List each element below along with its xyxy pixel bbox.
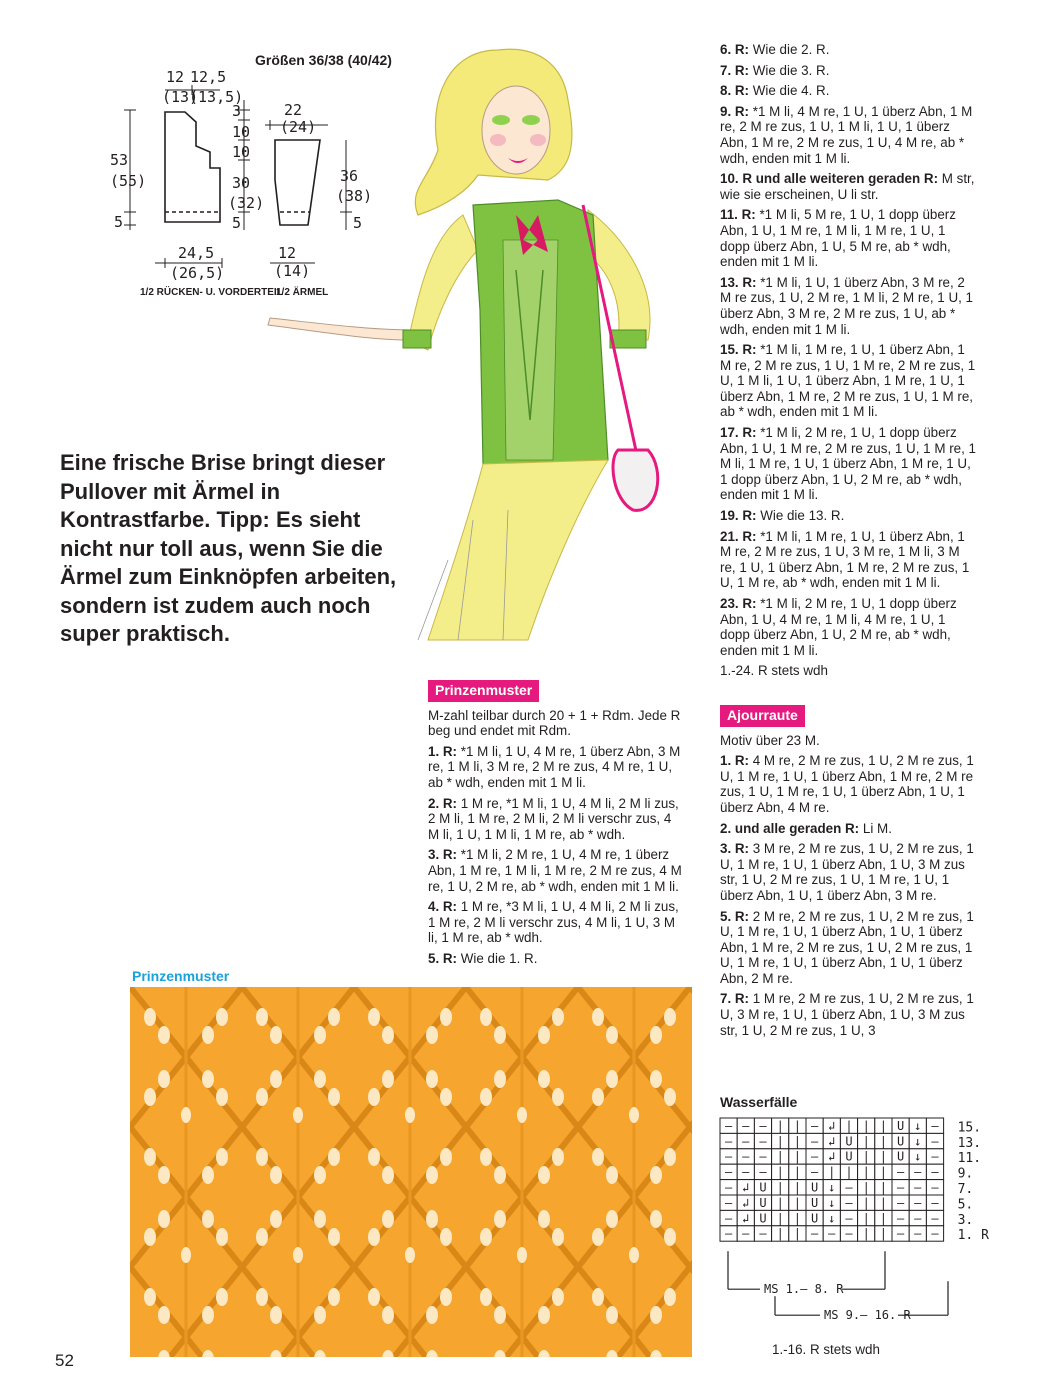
chart-symbol: –	[810, 1149, 819, 1164]
chart-symbol: U	[845, 1134, 853, 1149]
chart-symbol: –	[914, 1180, 922, 1195]
chart-symbol: –	[931, 1134, 939, 1149]
chart-symbol: |	[862, 1211, 870, 1226]
chart-row-label: 9.	[957, 1166, 974, 1182]
prinzenmuster-badge: Prinzenmuster	[428, 680, 539, 702]
instruction-row: 8. R: Wie die 4. R.	[720, 83, 830, 99]
photo-label: Prinzenmuster	[132, 968, 230, 984]
chart-row-label: 7.	[957, 1182, 974, 1197]
prinzenmuster-section	[428, 680, 683, 972]
dim-10a: 10	[232, 123, 251, 141]
chart-symbol: ↲	[742, 1180, 750, 1195]
dim-sleeve-bottom: 12	[278, 244, 297, 262]
dim-sleeve-top: 22	[284, 101, 303, 119]
chart-symbol: |	[793, 1211, 802, 1226]
chart-symbol: –	[914, 1165, 922, 1180]
chart-symbol: U	[896, 1149, 905, 1164]
chart-symbol: |	[879, 1149, 888, 1164]
chart-symbol: ↓	[914, 1118, 922, 1133]
chart-symbol: ↲	[828, 1149, 836, 1164]
chart-symbol: –	[724, 1211, 733, 1226]
chart-symbol: –	[896, 1180, 905, 1195]
chart-row-label: 13.	[957, 1135, 982, 1151]
chart-symbol: –	[931, 1118, 939, 1133]
dim-bottom-alt: (26,5)	[170, 264, 225, 282]
chart-symbol: |	[793, 1165, 802, 1180]
chart-symbol: |	[793, 1180, 802, 1195]
chart-symbol: |	[862, 1195, 870, 1210]
chart-symbol: U	[896, 1118, 905, 1133]
instruction-row: 1. R: *1 M li, 1 U, 4 M re, 1 überz Abn, 3 M re, 1 M li, 3 M re, 2 M re zus, 4 M re, 1 U, ab * wdh, enden mit 1 M li.	[428, 743, 681, 790]
chart-symbol: –	[724, 1226, 733, 1241]
instruction-row: 5. R: Wie die 1. R.	[428, 950, 538, 966]
chart-symbol: –	[914, 1226, 922, 1241]
chart-symbol: –	[810, 1226, 819, 1241]
dim-10b: 10	[232, 143, 251, 161]
chart-symbol: –	[742, 1165, 750, 1180]
chart-symbol: ↲	[742, 1211, 750, 1226]
chart-symbol: |	[879, 1211, 888, 1226]
chart-symbol: |	[879, 1195, 888, 1210]
dim-sleeve-top-alt: (24)	[280, 118, 317, 136]
instruction-row: 7. R: Wie die 3. R.	[720, 62, 830, 78]
instruction-row: 4. R: 1 M re, *3 M li, 1 U, 4 M li, 2 M li zus, 1 M re, 2 M li verschr zus, 4 M li, 1 U, 3 M li, 1 M re, ab * wdh.	[428, 899, 679, 946]
chart-row-label: 3.	[957, 1212, 974, 1228]
chart-symbol: |	[828, 1165, 836, 1180]
chart-row-label: 5.	[957, 1197, 974, 1213]
chart-symbol: –	[724, 1149, 733, 1164]
dim-sleeve-rib: 5	[353, 214, 363, 232]
chart-symbol: –	[759, 1226, 767, 1241]
chart-symbol: |	[776, 1165, 784, 1180]
chart-symbol: ↓	[828, 1195, 836, 1210]
chart-symbol: U	[759, 1195, 767, 1210]
chart-symbol: –	[724, 1134, 733, 1149]
dim-rib: 5	[114, 213, 124, 231]
chart-symbol: –	[742, 1149, 750, 1164]
intro-text: Eine frische Brise bringt dieser Pullover mit Ärmel in Kontrastfarbe. Tipp: Es sieht nicht nur toll aus, wenn Sie die Ärmel zum Einknöpfen arbeiten, sondern ist zudem auch noch super praktisch.	[60, 450, 397, 646]
chart-symbol: |	[845, 1118, 853, 1133]
chart-symbol: –	[810, 1134, 819, 1149]
chart-symbol: –	[931, 1226, 939, 1241]
chart-symbol: –	[896, 1165, 905, 1180]
instruction-row: 15. R: *1 M li, 1 M re, 1 U, 1 überz Abn, 1 M re, 2 M re zus, 1 U, 1 M re, 2 M re zus, 1 U, 1 M li, 1 U, 1 überz Abn, 1 M re, 1 U, 1 überz Abn, 1 M re, 2 M re zus, 1 U, 1 M re, ab * wdh, enden mit 1 M li.	[720, 342, 976, 420]
dim-front-top-alt: (13,5)	[189, 88, 244, 106]
chart-symbol: |	[845, 1165, 853, 1180]
chart-symbol: –	[845, 1211, 853, 1226]
ms-label-2: MS 9.– 16. R	[824, 1308, 911, 1323]
chart-symbol: U	[759, 1180, 767, 1195]
dim-bottom: 24,5	[178, 244, 215, 262]
instruction-row: 3. R: 3 M re, 2 M re zus, 1 U, 2 M re zus, 1 U, 1 M re, 1 U, 1 überz Abn, 1 U, 3 M zus str, 1 U, 2 M re zus, 1 U, 1 M re, 1 U, 1 überz Abn, 1 U, 1 überz Abn, 3 M re.	[720, 841, 974, 903]
chart-symbol: –	[759, 1165, 767, 1180]
chart-symbol: –	[759, 1149, 767, 1164]
chart-symbol: –	[931, 1180, 939, 1195]
chart-symbol: –	[742, 1118, 750, 1133]
chart-symbol: –	[896, 1211, 905, 1226]
chart-symbol: |	[862, 1134, 870, 1149]
chart-symbol: |	[862, 1180, 870, 1195]
chart-row-label: 1. R	[957, 1228, 989, 1244]
dim-32: (32)	[228, 194, 265, 212]
chart-title: Wasserfälle	[720, 1094, 798, 1110]
chart-symbol: –	[931, 1211, 939, 1226]
chart-symbol: –	[742, 1226, 750, 1241]
chart-symbol: |	[793, 1195, 802, 1210]
dim-side-height: 53	[110, 151, 129, 169]
knitting-chart	[718, 1112, 993, 1362]
chart-symbol: |	[793, 1134, 802, 1149]
instruction-row: 3. R: *1 M li, 2 M re, 1 U, 4 M re, 1 überz Abn, 1 M re, 1 M li, 1 M re, 2 M re zus, 4 M re, 1 U, 2 M re, ab * wdh, enden mit 1 M li.	[428, 847, 682, 894]
chart-symbol: |	[879, 1180, 888, 1195]
chart-symbol: ↓	[828, 1211, 836, 1226]
chart-symbol: –	[914, 1211, 922, 1226]
chart-symbol: –	[845, 1180, 853, 1195]
chart-symbol: U	[896, 1134, 905, 1149]
chart-symbol: –	[759, 1134, 767, 1149]
chart-symbol: U	[759, 1211, 767, 1226]
chart-symbol: ↲	[742, 1195, 750, 1210]
chart-symbol: –	[896, 1226, 905, 1241]
chart-row-label: 11.	[957, 1151, 982, 1167]
chart-symbol: ↓	[914, 1149, 922, 1164]
dim-back-top-alt: (13)	[162, 88, 199, 106]
ajourraute-intro: Motiv über 23 M.	[720, 732, 820, 748]
dim-side-height-alt: (55)	[110, 172, 147, 190]
instruction-row: 23. R: *1 M li, 2 M re, 1 U, 1 dopp überz Abn, 1 U, 4 M re, 1 M li, 4 M re, 1 U, 1 dopp überz Abn, 1 U, 2 M re, ab * wdh, enden mit 1 M li.	[720, 596, 957, 658]
chart-symbol: –	[724, 1180, 733, 1195]
chart-repeat-note: 1.-16. R stets wdh	[772, 1342, 880, 1357]
chart-symbol: |	[879, 1134, 888, 1149]
instruction-row: 9. R: *1 M li, 4 M re, 1 U, 1 überz Abn, 1 M re, 2 M re zus, 1 U, 1 M li, 1 U, 1 überz Abn, 1 M re, 2 M re zus, 1 U, 4 M re, ab * wdh, enden mit 1 M li.	[720, 103, 973, 166]
chart-symbol: –	[810, 1165, 819, 1180]
chart-symbol: –	[845, 1226, 853, 1241]
repeat-note: 1.-24. R stets wdh	[720, 663, 828, 679]
instruction-row: 17. R: *1 M li, 2 M re, 1 U, 1 dopp überz Abn, 1 U, 1 M re, 2 M re zus, 1 U, 1 M re, 1 M li, 1 M re, 1 U, 1 überz Abn, 1 M re, 1 U, 1 dopp überz Abn, 1 U, 2 M re, ab * wdh, enden mit 1 M li.	[720, 425, 976, 503]
dim-5b: 5	[232, 214, 242, 232]
dim-sleeve-len: 36	[340, 167, 359, 185]
chart-symbol: U	[810, 1195, 819, 1210]
dim-sleeve-len-alt: (38)	[336, 187, 373, 205]
instruction-row: 19. R: Wie die 13. R.	[720, 508, 845, 524]
chart-symbol: –	[931, 1165, 939, 1180]
chart-symbol: –	[759, 1118, 767, 1133]
chart-symbol: –	[896, 1195, 905, 1210]
chart-symbol: –	[742, 1134, 750, 1149]
dim-3: 3	[232, 102, 242, 120]
chart-symbol: |	[776, 1118, 784, 1133]
instruction-row: 2. und alle geraden R: Li M.	[720, 820, 892, 836]
instruction-row: 13. R: *1 M li, 1 U, 1 überz Abn, 3 M re, 2 M re zus, 1 U, 2 M re, 1 M li, 2 M re, 1 U, 1 überz Abn, 3 M re, 2 M re zus, 1 U, ab * wdh, enden mit 1 M li.	[720, 274, 973, 337]
instruction-row: 21. R: *1 M li, 1 M re, 1 U, 1 überz Abn, 1 M re, 2 M re zus, 1 U, 3 M re, 1 M li, 3 M re, 1 U, 1 überz Abn, 1 M re, 2 M re zus, 1 U, 1 M re, ab * wdh, enden mit 1 M li.	[720, 528, 970, 591]
instruction-row: 10. R und alle weiteren geraden R: M str, wie sie erscheinen, U li str.	[720, 171, 975, 202]
chart-symbol: |	[776, 1134, 784, 1149]
instruction-row: 11. R: *1 M li, 5 M re, 1 U, 1 dopp überz Abn, 1 U, 1 M re, 1 M li, 1 M re, 1 U, 1 dopp überz Abn, 1 U, 5 M re, ab * wdh, enden mit 1 M li.	[720, 207, 956, 270]
right-column	[720, 42, 978, 1043]
chart-symbol: U	[810, 1180, 819, 1195]
instruction-row: 1. R: 4 M re, 2 M re zus, 1 U, 2 M re zus, 1 U, 1 M re, 1 U, 1 überz Abn, 1 M re, 2 M re zus, 1 U, 1 M re, 1 U, 1 überz Abn, 1 U, 1 überz Abn, 4 M re.	[720, 753, 974, 815]
ajourraute-badge: Ajourraute	[720, 705, 805, 727]
chart-symbol: |	[862, 1118, 870, 1133]
chart-symbol: |	[862, 1226, 870, 1241]
instruction-row: 5. R: 2 M re, 2 M re zus, 1 U, 2 M re zus, 1 U, 1 M re, 1 U, 1 überz Abn, 1 U, 1 überz Abn, 1 M re, 2 M re zus, 1 U, 2 M re zus, 1 U, 1 M re, 1 U, 1 überz Abn, 1 U, 1 überz Abn, 2 M re.	[720, 908, 974, 986]
dim-sleeve-bottom-alt: (14)	[274, 262, 311, 280]
chart-symbol: |	[776, 1195, 784, 1210]
dim-30: 30	[232, 174, 251, 192]
chart-symbol: –	[810, 1118, 819, 1133]
chart-symbol: U	[810, 1211, 819, 1226]
chart-symbol: –	[845, 1195, 853, 1210]
chart-symbol: |	[793, 1149, 802, 1164]
instruction-row: 6. R: Wie die 2. R.	[720, 42, 830, 57]
chart-symbol: |	[776, 1226, 784, 1241]
chart-symbol: ↲	[828, 1134, 836, 1149]
chart-symbol: |	[879, 1226, 888, 1241]
sizes-title: Größen 36/38 (40/42)	[255, 52, 392, 68]
chart-symbol: |	[879, 1165, 888, 1180]
chart-symbol: U	[845, 1149, 853, 1164]
chart-symbol: |	[776, 1211, 784, 1226]
chart-symbol: –	[931, 1149, 939, 1164]
chart-symbol: –	[931, 1195, 939, 1210]
chart-symbol: |	[879, 1118, 888, 1133]
instruction-row: 7. R: 1 M re, 2 M re zus, 1 U, 2 M re zus, 1 U, 3 M re, 1 U, 1 überz Abn, 1 U, 3 M zus str, 1 U, 2 M re zus, 1 U, 3	[720, 991, 974, 1038]
chart-symbol: ↓	[828, 1180, 836, 1195]
dim-front-top: 12,5	[190, 68, 227, 86]
chart-symbol: |	[862, 1165, 870, 1180]
chart-symbol: –	[724, 1195, 733, 1210]
chart-symbol: –	[828, 1226, 836, 1241]
chart-symbol: ↲	[828, 1118, 836, 1133]
chart-symbol: |	[793, 1226, 802, 1241]
chart-symbol: ↓	[914, 1134, 922, 1149]
chart-symbol: –	[724, 1165, 733, 1180]
page-number: 52	[55, 1351, 74, 1370]
chart-symbol: –	[914, 1195, 922, 1210]
chart-symbol: |	[776, 1149, 784, 1164]
chart-symbol: |	[862, 1149, 870, 1164]
chart-symbol: |	[776, 1180, 784, 1195]
ms-label-1: MS 1.– 8. R	[764, 1282, 844, 1297]
caption-sleeve: 1/2 ÄRMEL	[276, 287, 329, 298]
knit-sample-photo	[130, 987, 692, 1357]
chart-symbol: –	[724, 1118, 733, 1133]
dim-back-top: 12	[166, 68, 185, 86]
prinzenmuster-intro: M-zahl teilbar durch 20 + 1 + Rdm. Jede R beg und endet mit Rdm.	[428, 707, 681, 739]
instruction-row: 2. R: 1 M re, *1 M li, 1 U, 4 M li, 2 M li zus, 2 M li, 1 M re, 2 M li, 2 M li verschr zus, 4 M li, 1 U, 1 M li, 1 M re, ab * wdh.	[428, 795, 679, 842]
chart-row-label: 15.	[957, 1120, 982, 1136]
chart-symbol: |	[793, 1118, 802, 1133]
caption-body: 1/2 RÜCKEN- U. VORDERTEIL	[140, 287, 283, 298]
